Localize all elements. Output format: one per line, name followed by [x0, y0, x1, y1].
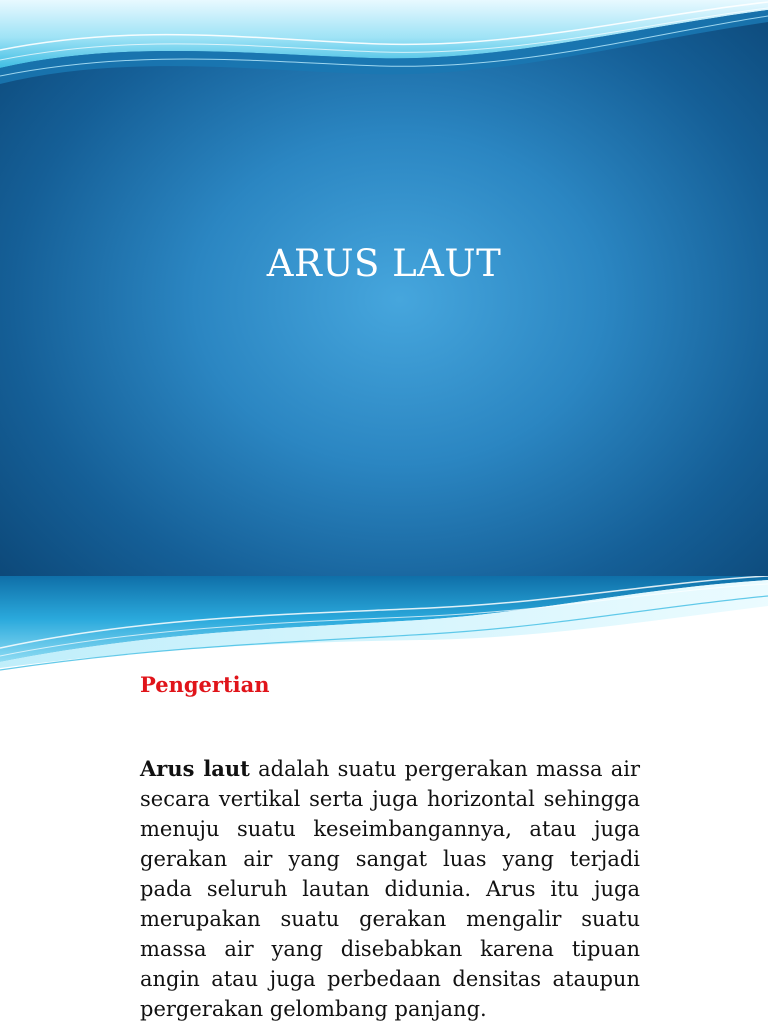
slide-title: ARUS LAUT — [266, 242, 502, 285]
wave-decoration-top — [0, 576, 768, 676]
definition-text: adalah suatu pergerakan massa air secara vertikal serta juga horizontal sehingga menuju suatu keseimbangannya, atau juga gerakan air yang sangat luas yang terjadi pada seluruh lautan didunia. Arus itu juga merupakan suatu gerakan mengalir suatu massa air yang disebabkan karena tipuan angin atau juga perbedaan densitas ataupun pergerakan gelombang panjang. — [140, 757, 641, 1021]
section-heading: Pengertian — [140, 672, 270, 697]
content-slide — [0, 576, 768, 1024]
definition-term: Arus laut — [140, 756, 250, 781]
definition-paragraph — [140, 754, 640, 1024]
wave-decoration-top — [0, 0, 768, 100]
